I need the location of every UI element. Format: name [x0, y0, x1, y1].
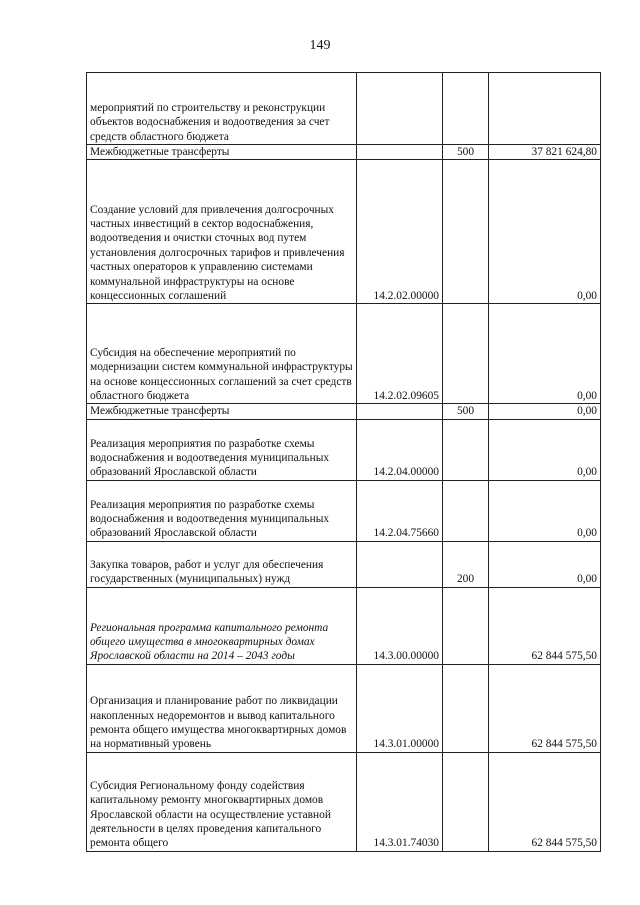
row-code-cell: 14.3.01.74030 [357, 752, 443, 851]
row-type-cell [443, 419, 489, 480]
row-code-cell [357, 541, 443, 587]
row-name-cell: Закупка товаров, работ и услуг для обеспечения государственных (муниципальных) нужд [87, 541, 357, 587]
row-code-cell: 14.2.04.00000 [357, 419, 443, 480]
row-name-cell: Субсидия на обеспечение мероприятий по модернизации систем коммунальной инфраструктуры на основе концессионных соглашений за счет средств областного бюджета [87, 304, 357, 404]
table-row [87, 664, 601, 752]
row-type-cell [443, 304, 489, 404]
row-amount-cell [489, 73, 601, 145]
row-name-cell: Реализация мероприятия по разработке схемы водоснабжения и водоотведения муниципальных образований Ярославской области [87, 480, 357, 541]
budget-table-body [87, 73, 601, 852]
row-amount-cell: 0,00 [489, 304, 601, 404]
row-code-cell: 14.3.01.00000 [357, 664, 443, 752]
row-name-cell: Субсидия Региональному фонду содействия капитальному ремонту многоквартирных домов Ярославской области на осуществление уставной деятельности в целях проведения капитального ремонта общего [87, 752, 357, 851]
table-row [87, 404, 601, 419]
row-type-cell [443, 160, 489, 304]
row-name-cell: Межбюджетные трансферты [87, 145, 357, 160]
row-name-cell: мероприятий по строительству и реконструкции объектов водоснабжения и водоотведения за счет средств областного бюджета [87, 73, 357, 145]
row-amount-cell: 62 844 575,50 [489, 587, 601, 664]
table-row [87, 73, 601, 145]
table-row [87, 145, 601, 160]
row-code-cell: 14.2.02.09605 [357, 304, 443, 404]
table-row [87, 480, 601, 541]
row-amount-cell: 37 821 624,80 [489, 145, 601, 160]
row-amount-cell: 0,00 [489, 419, 601, 480]
table-row [87, 160, 601, 304]
row-type-cell [443, 664, 489, 752]
row-code-cell: 14.2.04.75660 [357, 480, 443, 541]
row-code-cell [357, 404, 443, 419]
page-number: 149 [309, 38, 331, 53]
row-type-cell: 200 [443, 541, 489, 587]
row-code-cell [357, 145, 443, 160]
row-type-cell [443, 73, 489, 145]
budget-table [86, 72, 601, 852]
row-name-cell: Межбюджетные трансферты [87, 404, 357, 419]
table-row [87, 419, 601, 480]
table-row [87, 541, 601, 587]
row-code-cell: 14.2.02.00000 [357, 160, 443, 304]
row-type-cell [443, 752, 489, 851]
row-amount-cell: 0,00 [489, 160, 601, 304]
table-row [87, 304, 601, 404]
row-type-cell: 500 [443, 404, 489, 419]
table-row [87, 752, 601, 851]
row-amount-cell: 62 844 575,50 [489, 664, 601, 752]
row-name-cell: Региональная программа капитального ремонта общего имущества в многоквартирных домах Ярославской области на 2014 – 2043 годы [87, 587, 357, 664]
row-code-cell [357, 73, 443, 145]
row-amount-cell: 0,00 [489, 404, 601, 419]
row-name-cell: Реализация мероприятия по разработке схемы водоснабжения и водоотведения муниципальных образований Ярославской области [87, 419, 357, 480]
table-row [87, 587, 601, 664]
row-type-cell [443, 587, 489, 664]
row-name-cell: Организация и планирование работ по ликвидации накопленных недоремонтов и вывод капитального ремонта общего имущества многоквартирных домов на нормативный уровень [87, 664, 357, 752]
row-amount-cell: 0,00 [489, 541, 601, 587]
row-type-cell: 500 [443, 145, 489, 160]
row-amount-cell: 0,00 [489, 480, 601, 541]
row-amount-cell: 62 844 575,50 [489, 752, 601, 851]
row-code-cell: 14.3.00.00000 [357, 587, 443, 664]
row-name-cell: Создание условий для привлечения долгосрочных частных инвестиций в сектор водоснабжения, водоотведения и очистки сточных вод путем установления долгосрочных тарифов и привлечения частных операторов к управлению системами коммунальной инфраструктуры на основе концессионных соглашений [87, 160, 357, 304]
row-type-cell [443, 480, 489, 541]
